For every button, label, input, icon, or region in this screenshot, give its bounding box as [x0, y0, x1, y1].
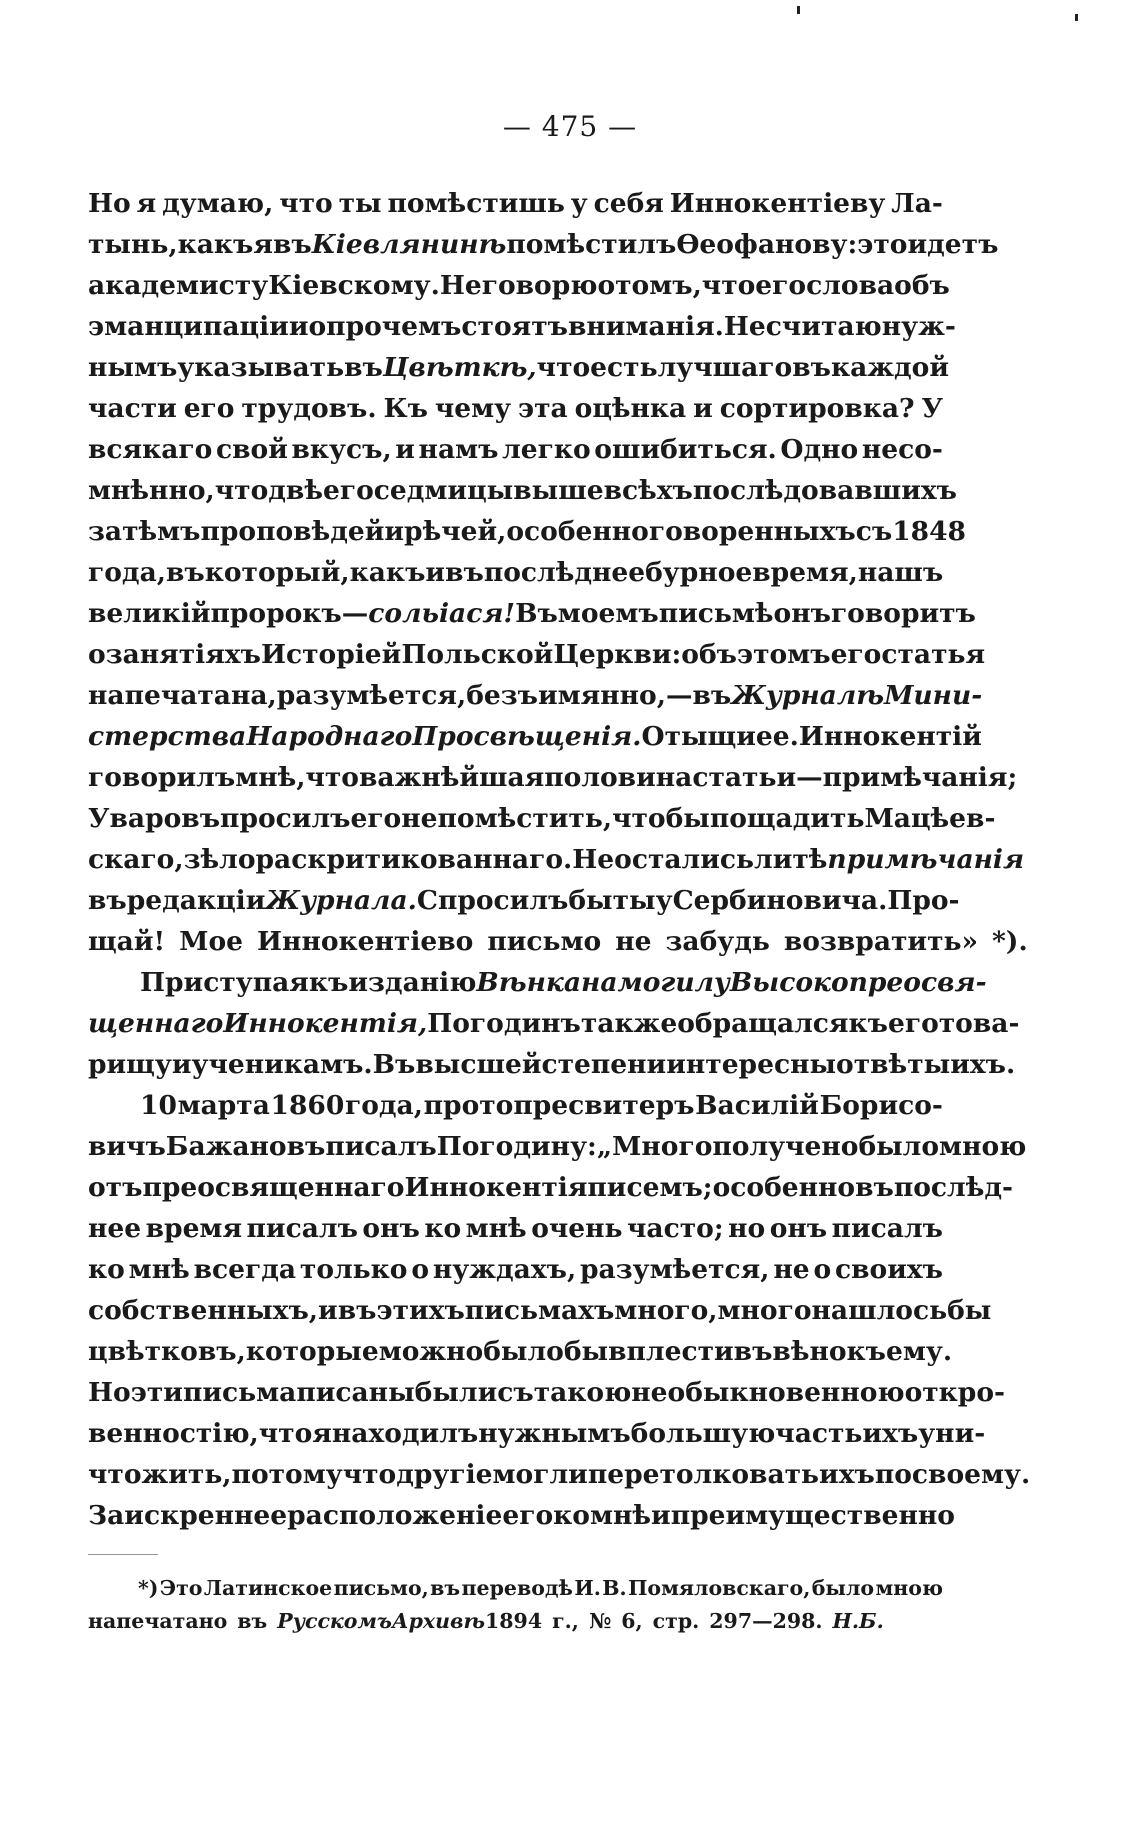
text-line: части его трудовъ. Къ чему эта оцѣнка и сортировка? У [88, 393, 943, 424]
scan-speck [1075, 14, 1078, 21]
text-line: Приступая къ изданію Вѣнка на могилу Высокопреосвя- [140, 967, 987, 998]
page-number: — 475 — [502, 110, 638, 143]
footnote-line: напечатано въ Русскомъ Архивѣ 1894 г., № 6, стр. 297—298. Н. Б. [88, 1609, 884, 1633]
text-line: о занятіяхъ Исторіей Польской Церкви: объ этомъ его статья [88, 639, 986, 670]
scan-speck [797, 6, 800, 14]
footnote [88, 1572, 943, 1638]
text-line: вичъ Бажановъ писалъ Погодину: „Много получено было мною [88, 1131, 1027, 1162]
text-line: чтожить, потому что другіе могли перетолковать ихъ по своему. [88, 1459, 1031, 1490]
text-line: цвѣтковъ, которые можно было бы вплести въ вѣнокъ ему. [88, 1336, 953, 1367]
text-line: 10 марта 1860 года, протопресвитеръ Василій Борисо- [140, 1090, 943, 1121]
text-line: тынь, какъ я въ Кіевлянинѣ помѣстилъ Ѳеофанову: это идетъ [88, 229, 999, 260]
text-line: собственныхъ, и въ этихъ письмахъ много, много нашлось бы [88, 1295, 992, 1326]
text-line: нее время писалъ онъ ко мнѣ очень часто; но онъ писалъ [88, 1213, 943, 1244]
text-line: напечатана, разумѣется, безъимянно, — въ Журналѣ Мини- [88, 680, 983, 711]
text-line: нымъ указывать въ Цвѣткѣ, что есть лучшаго въ каждой [88, 352, 949, 383]
text-line: года, въ который, какъ и въ послѣднее бурное время, нашъ [88, 557, 944, 588]
text-line: эманципаціи и о прочемъ стоятъ вниманія. Не считаю нуж- [88, 311, 956, 342]
main-text [88, 183, 1031, 1536]
text-line: венностію, что я находилъ нужнымъ большую часть ихъ уни- [88, 1418, 986, 1449]
text-line: мнѣнно, что двѣ его седмицы выше всѣхъ послѣдовавшихъ [88, 475, 957, 506]
text-line: ко мнѣ всегда только о нуждахъ, разумѣется, не о своихъ [88, 1254, 943, 1285]
text-line: затѣмъ проповѣдей и рѣчей, особенно говоренныхъ съ 1848 [88, 516, 966, 547]
text-line: щеннаго Иннокентія, Погодинъ также обращался къ его това- [88, 1008, 1020, 1039]
text-line: Но я думаю, что ты помѣстишь у себя Иннокентіеву Ла- [88, 188, 943, 219]
text-line: скаго, зѣло раскритикованнаго. Не остались ли тѣ примѣчанія [88, 844, 1025, 875]
footnote-rule [88, 1554, 158, 1555]
text-line: рищу и ученикамъ. Въ высшей степени интересны отвѣты ихъ. [88, 1049, 1016, 1080]
text-line: академисту Кіевскому. Не говорю о томъ, что его слова объ [88, 270, 950, 301]
text-line: щай! Мое Иннокентіево письмо не забудь возвратить» *). [88, 926, 1028, 957]
footnote-line: *) Это Латинское письмо, въ переводѣ И. В. Помяловскаго, было мною [138, 1576, 943, 1600]
text-line: всякаго свой вкусъ, и намъ легко ошибиться. Одно несо- [88, 434, 943, 465]
text-line: Но эти письма писаны были съ такою необыкновенною откро- [88, 1377, 1006, 1408]
text-line: За искреннее расположеніе его ко мнѣ и преимущественно [88, 1500, 955, 1531]
text-line: Уваровъ просилъ его не помѣстить, чтобы пощадить Мацѣев- [88, 803, 996, 834]
text-line: стерства Народнаго Просвѣщенія. Отыщи ее. Иннокентій [88, 721, 982, 752]
text-line: великій пророкъ — сольіася! Въ моемъ письмѣ онъ говоритъ [88, 598, 976, 629]
text-line: говорилъ мнѣ, что важнѣйшая половина статьи—примѣчанія; [88, 762, 1018, 793]
text-line: въ редакціи Журнала. Спросилъ бы ты у Сербиновича. Про- [88, 885, 960, 916]
text-line: отъ преосвященнаго Иннокентія писемъ; особенно въ послѣд- [88, 1172, 1014, 1203]
